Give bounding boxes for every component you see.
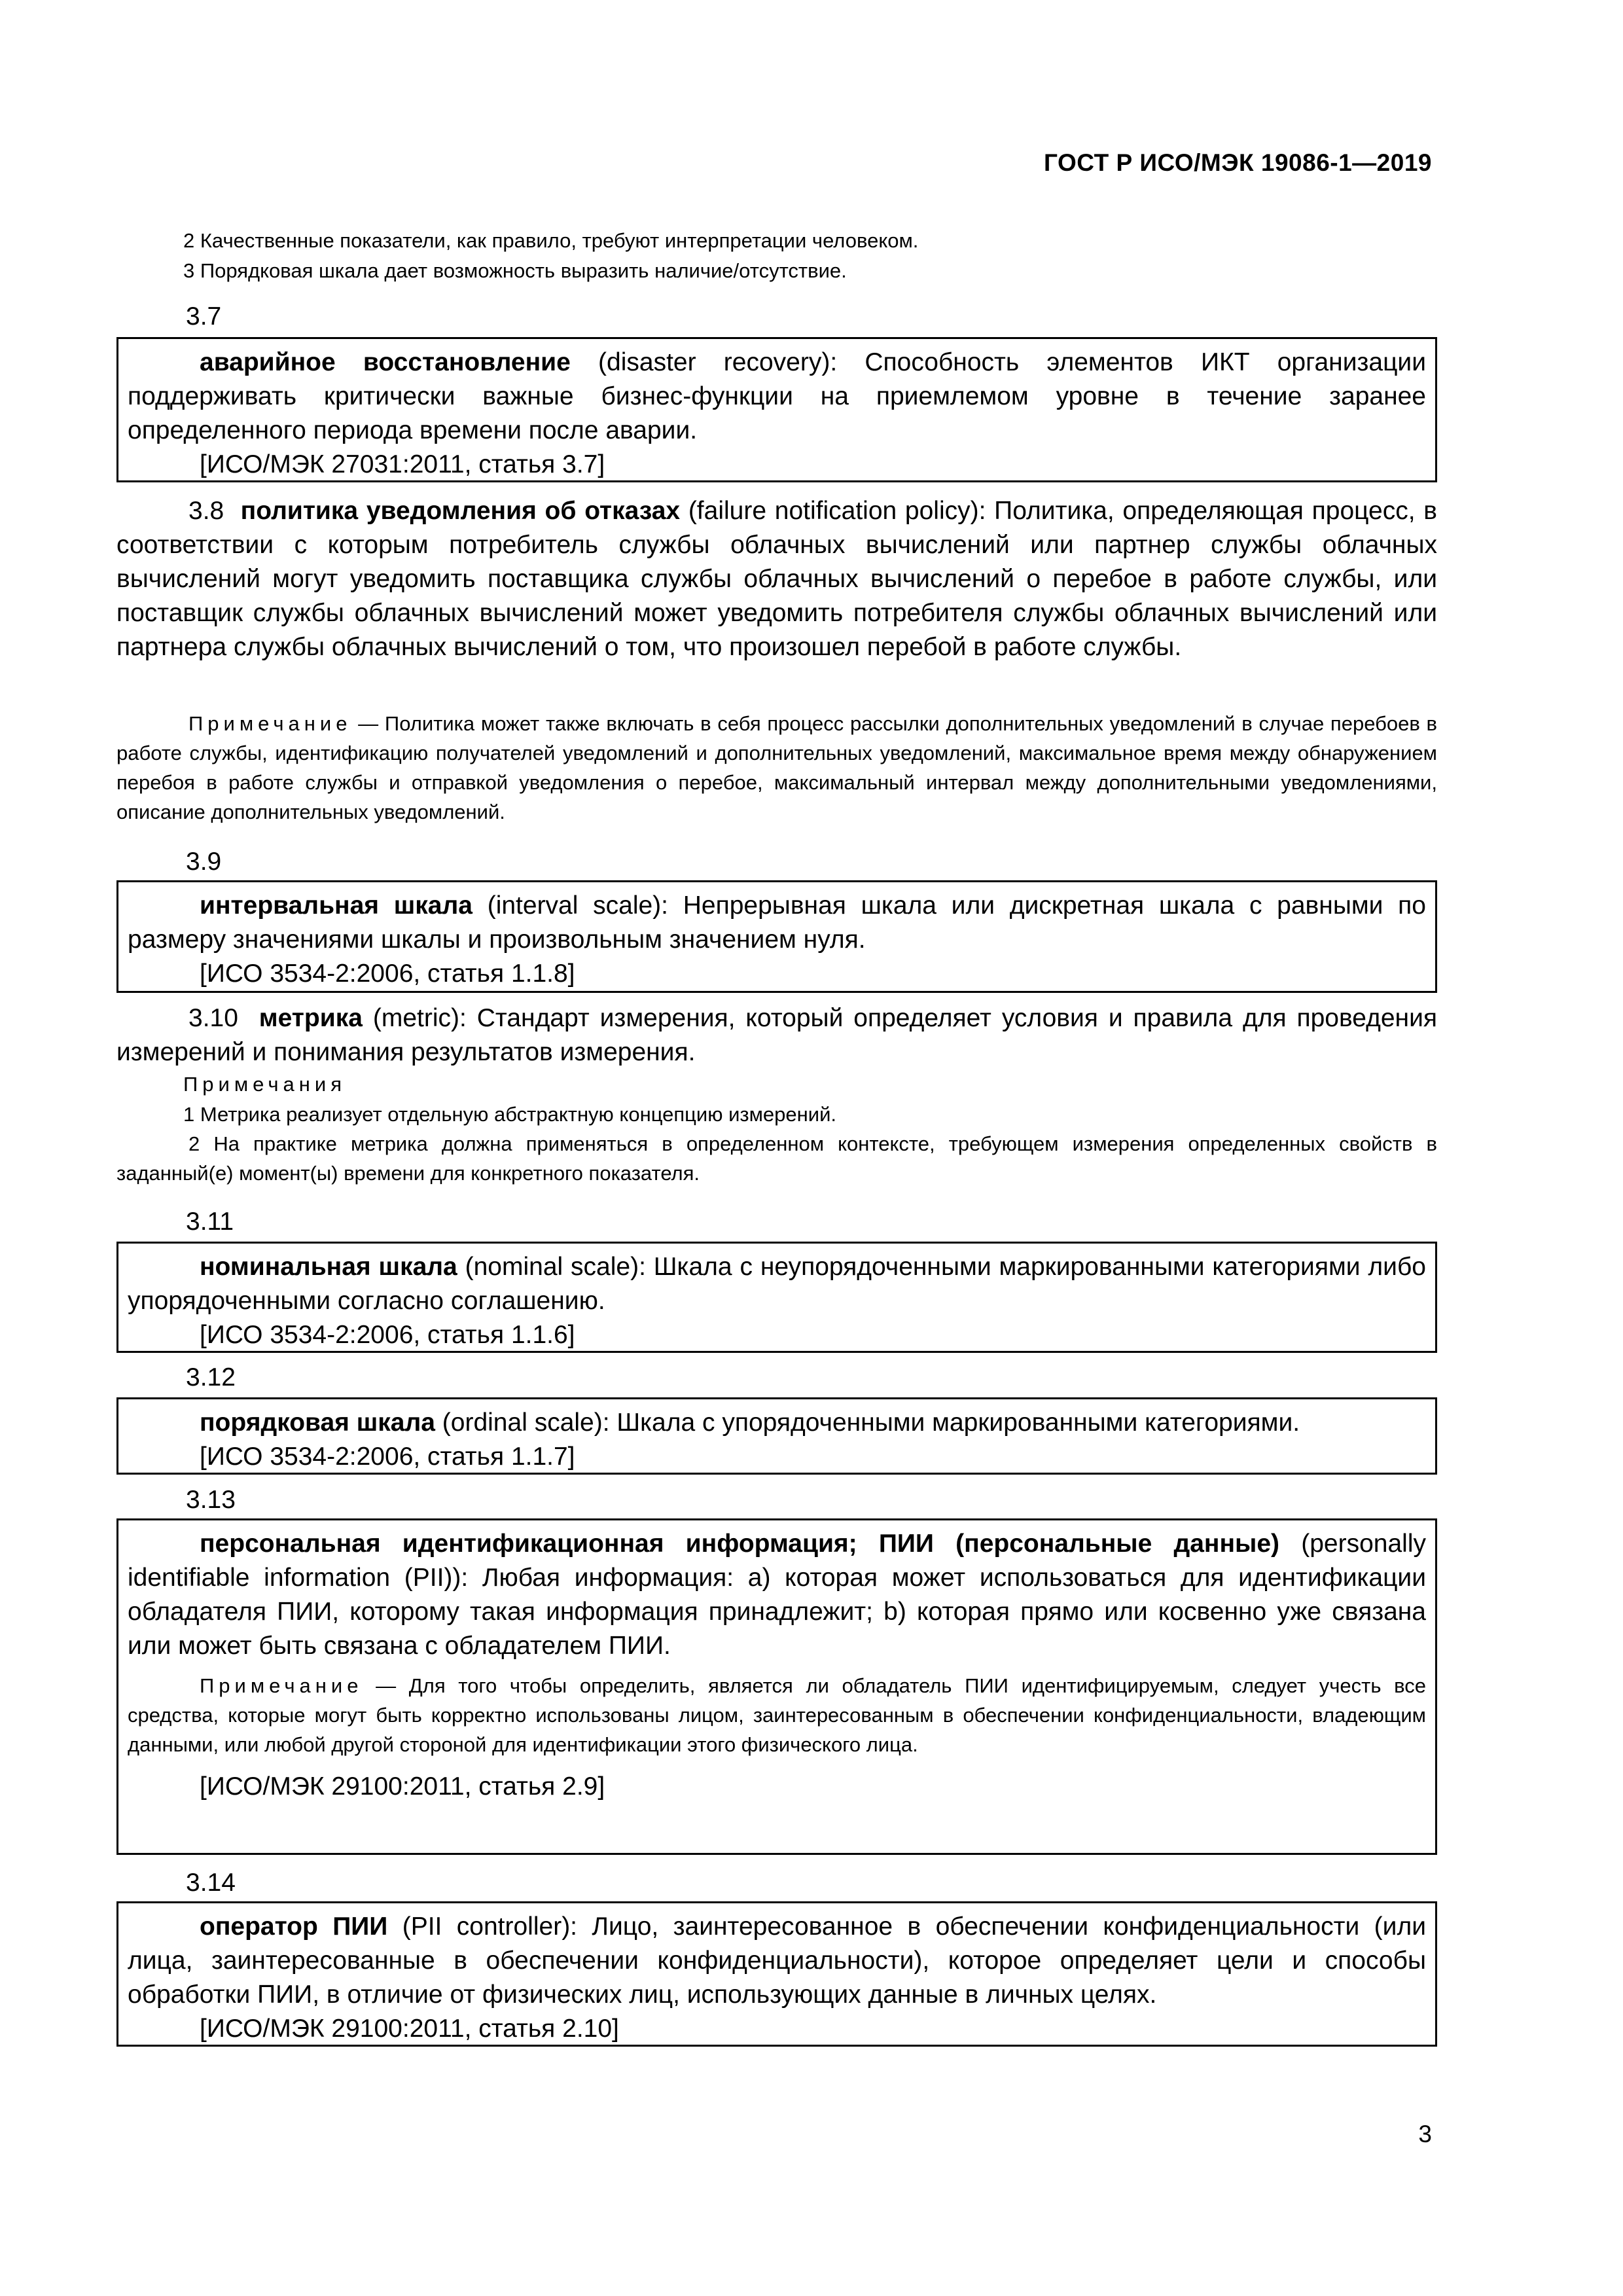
term-number-3-12: 3.12	[186, 1363, 236, 1391]
term-source: [ИСО/МЭК 29100:2011, статья 2.9]	[200, 1772, 605, 1801]
term-number-3-8: 3.8	[188, 497, 224, 525]
term-definition: (disaster recovery): Способность элементов ИКТ организации поддерживать критически важные бизнес-функции на приемлемом уровне в течение заранее определенного периода времени после аварии.	[128, 348, 1426, 444]
page-number: 3	[1418, 2121, 1432, 2147]
note-3-8	[116, 709, 1437, 827]
top-note-3: 3 Порядковая шкала дает возможность выразить наличие/отсутствие.	[183, 259, 847, 282]
term-box-3-11	[116, 1242, 1437, 1353]
term-box-3-7	[116, 337, 1437, 482]
note-1-3-10: 1 Метрика реализует отдельную абстрактную концепцию измерений.	[183, 1103, 836, 1126]
top-note-2: 2 Качественные показатели, как правило, требуют интерпретации человеком.	[183, 229, 919, 252]
term-title: аварийное восстановление	[200, 348, 571, 376]
term-paragraph-3-10	[116, 1001, 1437, 1069]
document-header: ГОСТ Р ИСО/МЭК 19086-1—2019	[1044, 149, 1432, 176]
note-label: Примечание	[188, 712, 352, 735]
note-label: Примечание	[200, 1674, 363, 1697]
term-title: метрика	[259, 1004, 363, 1032]
term-title: политика уведомления об отказах	[240, 497, 681, 525]
note-text: 2 На практике метрика должна применяться в определенном контексте, требующем измерения определенных свойств в заданный(е) момент(ы) времени для конкретного показателя.	[116, 1132, 1437, 1185]
term-number-3-10: 3.10	[188, 1004, 238, 1032]
term-source: [ИСО/МЭК 27031:2011, статья 3.7]	[200, 450, 605, 478]
term-number-3-11: 3.11	[186, 1208, 234, 1236]
term-number-3-9: 3.9	[186, 848, 222, 876]
term-number-3-14: 3.14	[186, 1869, 236, 1897]
note-2-3-10	[116, 1129, 1437, 1188]
term-title: персональная идентификационная информация; ПИИ (персональные данные)	[200, 1530, 1280, 1558]
term-definition: (nominal scale): Шкала с неупорядоченными маркированными категориями либо упорядоченными согласно соглашению.	[128, 1253, 1426, 1315]
term-definition: (interval scale): Непрерывная шкала или дискретная шкала с равными по размеру значениями шкалы и произвольным значением нуля.	[128, 891, 1426, 954]
term-definition: (metric): Стандарт измерения, который определяет условия и правила для проведения измерений и понимания результатов измерения.	[116, 1004, 1438, 1066]
note-text: — Политика может также включать в себя процесс рассылки дополнительных уведомлений в случае перебоев в работе службы, идентификацию получателей уведомлений и дополнительных уведомлений, максимальное время между обнаружением перебоя в работе службы и отправкой уведомления о перебое, максимальный интервал между дополнительными уведомлениями, описание дополнительных уведомлений.	[116, 712, 1437, 823]
term-box-3-12	[116, 1397, 1437, 1475]
term-title: оператор ПИИ	[200, 1912, 388, 1941]
term-title: порядковая шкала	[200, 1408, 435, 1437]
term-definition: (failure notification policy): Политика, определяющая процесс, в соответствии с которым потребитель службы облачных вычислений или партнер службы облачных вычислений могут уведомить поставщика службы облачных вычислений о перебое в работе службы, или поставщик службы облачных вычислений может уведомить потребителя службы облачных вычислений или партнера службы облачных вычислений о том, что произошел перебой в работе службы.	[116, 497, 1438, 661]
term-box-3-13	[116, 1518, 1437, 1855]
term-definition: (ordinal scale): Шкала с упорядоченными маркированными категориями.	[435, 1408, 1300, 1437]
term-number-3-13: 3.13	[186, 1486, 236, 1514]
notes-label-3-10: Примечания	[183, 1073, 346, 1096]
note-text: — Для того чтобы определить, является ли обладатель ПИИ идентифицируемым, следует учесть все средства, которые могут быть корректно использованы лицом, заинтересованным в обеспечении конфиденциальности, владеющим данными, или любой другой стороной для идентификации этого физического лица.	[128, 1674, 1426, 1756]
term-source: [ИСО 3534-2:2006, статья 1.1.6]	[200, 1321, 575, 1349]
term-box-3-14	[116, 1901, 1437, 2047]
term-paragraph-3-8	[116, 494, 1437, 664]
term-source: [ИСО 3534-2:2006, статья 1.1.8]	[200, 960, 575, 988]
term-number-3-7: 3.7	[186, 302, 222, 331]
term-title: номинальная шкала	[200, 1253, 457, 1281]
term-definition: (personally identifiable information (PII)): Любая информация: а) которая может использоваться для идентификации обладателя ПИИ, которому такая информация принадлежит; b) которая прямо или косвенно уже связана или может быть связана с обладателем ПИИ.	[128, 1530, 1427, 1660]
term-definition: (PII controller): Лицо, заинтересованное в обеспечении конфиденциальности (или лица, заинтересованные в обеспечении конфиденциальности), которое определяет цели и способы обработки ПИИ, в отличие от физических лиц, использующих данные в личных целях.	[128, 1912, 1426, 2009]
term-source: [ИСО 3534-2:2006, статья 1.1.7]	[200, 1443, 575, 1471]
term-source: [ИСО/МЭК 29100:2011, статья 2.10]	[200, 2015, 619, 2043]
term-title: интервальная шкала	[200, 891, 473, 920]
term-box-3-9	[116, 880, 1437, 993]
